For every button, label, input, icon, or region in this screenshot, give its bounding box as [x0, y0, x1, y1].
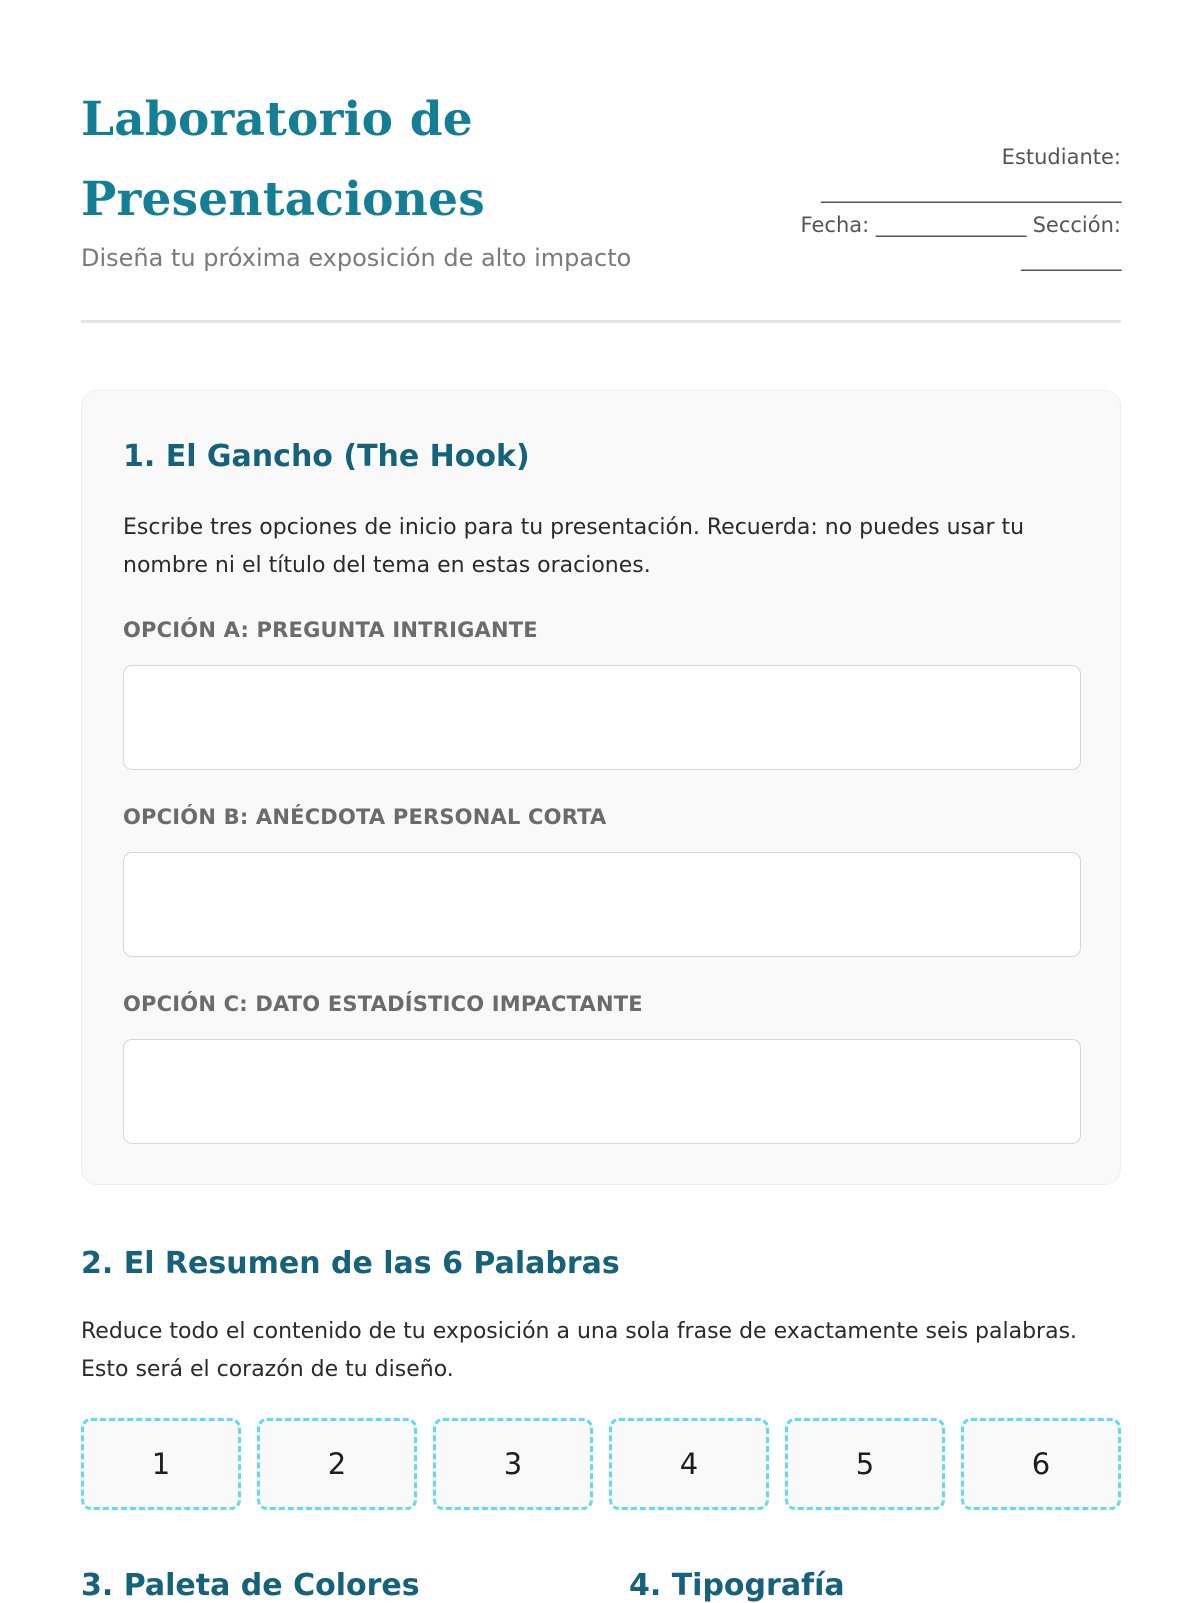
- word-box-3[interactable]: 3: [433, 1418, 593, 1510]
- word-box-4[interactable]: 4: [609, 1418, 769, 1510]
- header-divider: [81, 320, 1121, 323]
- date-blank: _______________: [875, 213, 1026, 237]
- option-a-answer-box[interactable]: [123, 665, 1081, 770]
- option-c-label: OPCIÓN C: DATO ESTADÍSTICO IMPACTANTE: [123, 992, 643, 1016]
- six-words-section-title: 2. El Resumen de las 6 Palabras: [81, 1246, 620, 1281]
- page-subtitle: Diseña tu próxima exposición de alto impacto: [81, 244, 632, 272]
- section-blank: __________: [1021, 247, 1121, 271]
- word-box-6[interactable]: 6: [961, 1418, 1121, 1510]
- student-blank: ______________________________: [821, 179, 1121, 203]
- student-info-block: [741, 140, 1121, 276]
- word-box-1[interactable]: 1: [81, 1418, 241, 1510]
- date-label: Fecha:: [800, 213, 870, 237]
- option-b-label: OPCIÓN B: ANÉCDOTA PERSONAL CORTA: [123, 805, 607, 829]
- student-label: Estudiante:: [1001, 145, 1121, 169]
- student-blank-line: [741, 174, 1121, 208]
- date-section-line: [741, 208, 1121, 242]
- hook-section-card: [81, 390, 1121, 1185]
- hook-instructions: Escribe tres opciones de inicio para tu presentación. Recuerda: no puedes usar tu nombre ni el título del tema en estas oraciones.: [123, 515, 1025, 578]
- page-title: Laboratorio de Presentaciones: [81, 92, 485, 227]
- worksheet-header: [81, 0, 1121, 325]
- worksheet-page: [81, 0, 1121, 1603]
- word-box-5[interactable]: 5: [785, 1418, 945, 1510]
- section-label: Sección:: [1032, 213, 1121, 237]
- student-line: [741, 140, 1121, 174]
- option-a-label: OPCIÓN A: PREGUNTA INTRIGANTE: [123, 618, 538, 642]
- color-palette-section-title: 3. Paleta de Colores: [81, 1568, 420, 1603]
- word-box-2[interactable]: 2: [257, 1418, 417, 1510]
- hook-section-title: 1. El Gancho (The Hook): [123, 439, 530, 474]
- option-b-answer-box[interactable]: [123, 852, 1081, 957]
- typography-section-title: 4. Tipografía: [629, 1568, 845, 1603]
- six-word-boxes: [81, 1418, 1121, 1510]
- section-blank-line: [741, 242, 1121, 276]
- option-c-answer-box[interactable]: [123, 1039, 1081, 1144]
- six-words-instructions: Reduce todo el contenido de tu exposición a una sola frase de exactamente seis palabras. Esto será el corazón de tu diseño.: [81, 1319, 1078, 1382]
